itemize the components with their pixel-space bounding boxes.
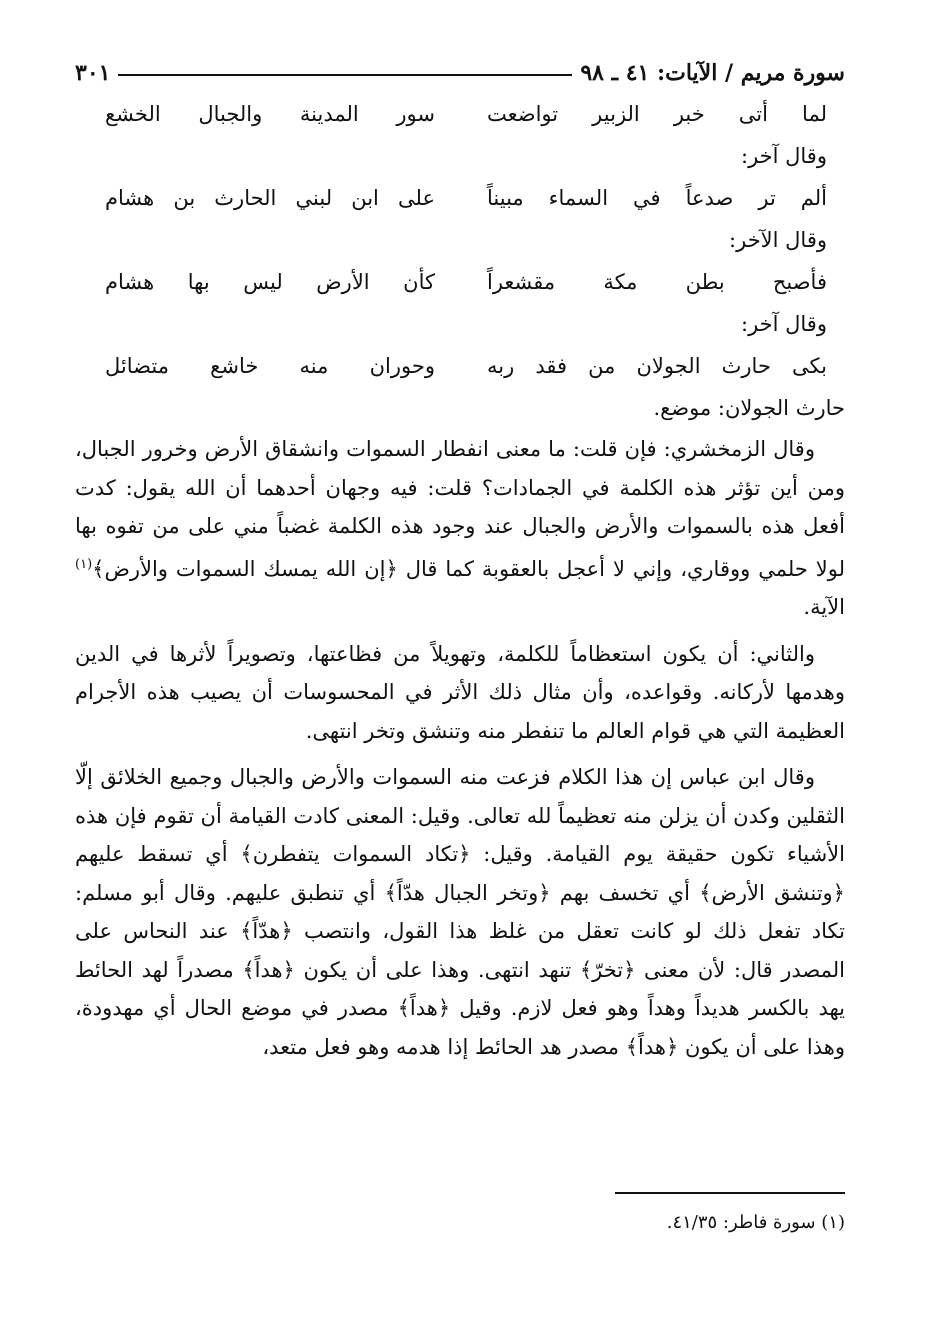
body-paragraph xyxy=(75,430,845,627)
footnote-ref: (١) xyxy=(75,556,93,572)
verse-intro: وقال آخر: xyxy=(741,144,827,168)
verse-hemistich-first: بكى حارث الجولان من فقد ربه xyxy=(487,354,827,378)
verse-hemistich-second: على ابن لبني الحارث بن هشام xyxy=(105,186,435,210)
gloss-line: حارث الجولان: موضع. xyxy=(653,396,845,420)
verse-hemistich-first: فأصبح بطن مكة مقشعراً xyxy=(487,270,827,294)
verse-hemistich-second: سور المدينة والجبال الخشع xyxy=(105,102,435,126)
running-header xyxy=(75,52,845,92)
surah-title: سورة مريم / الآيات: ٤١ ـ ٩٨ xyxy=(572,60,845,86)
body-paragraph: والثاني: أن يكون استعظاماً للكلمة، وتهويلاً من فظاعتها، وتصويراً لأثرها في الدين وهدمها لأركانه. وقواعده، وأن مثال ذلك الأثر في المحسوسات أن يصيب هذه الأجرام العظيمة التي هي قوام العالم ما تنفطر منه وتنشق وتخر انتهى. xyxy=(75,641,845,743)
verse-line xyxy=(75,260,845,304)
verse-line xyxy=(75,344,845,388)
verse-intro: وقال آخر: xyxy=(741,312,827,336)
verse-intro: وقال الآخر: xyxy=(729,228,827,252)
body-paragraph: وقال ابن عباس إن هذا الكلام فزعت منه السموات والأرض والجبال وجميع الخلائق إلّا الثقلين وكدن أن يزلن منه تعظيماً لله تعالى. وقيل: المعنى كادت القيامة أن تقوم فإن هذه الأشياء تكون حقيقة يوم القيامة. وقيل: ﴿تكاد السموات يتفطرن﴾ أي تسقط عليهم ﴿وتنشق الأرض﴾ أي تخسف بهم ﴿وتخر الجبال هدّاً﴾ أي تنطبق عليهم. وقال أبو مسلم: تكاد تفعل ذلك لو كانت تعقل من غلظ هذا القول، وانتصب ﴿هدّاً﴾ عند النحاس على المصدر قال: لأن معنى ﴿تخرّ﴾ تنهد انتهى. وهذا على أن يكون ﴿هداً﴾ مصدراً لهد الحائط يهد بالكسر هديداً وهداً وهو فعل لازم. وقيل ﴿هداً﴾ مصدر في موضع الحال أي مهدودة، وهذا على أن يكون ﴿هداً﴾ مصدر هد الحائط إذا هدمه وهو فعل متعد، xyxy=(75,765,845,1059)
footnote: (١) سورة فاطر: ٤١/٣٥. xyxy=(666,1212,845,1233)
paragraph-text: وقال الزمخشري: فإن قلت: ما معنى انفطار السموات وانشقاق الأرض وخرور الجبال، ومن أين تؤثر هذه الكلمة في الجمادات؟ قلت: فيه وجهان أحدهما أن الله يقول: كدت أفعل هذه بالسموات والأرض والجبال عند وجود هذه الكلمة غضباً مني على من تفوه بها لولا حلمي ووقاري، وإني لا أعجل بالعقوبة كما قال ﴿إن الله يمسك السموات والأرض﴾ xyxy=(75,437,845,581)
poetry-block xyxy=(75,92,845,388)
verse-hemistich-second: كأن الأرض ليس بها هشام xyxy=(105,270,435,294)
book-page xyxy=(75,52,845,1233)
verse-hemistich-second: وحوران منه خاشع متضائل xyxy=(105,354,435,378)
verse-line xyxy=(75,176,845,220)
verse-line xyxy=(75,92,845,136)
footnote-separator xyxy=(615,1192,845,1194)
page-number: ٣٠١ xyxy=(75,60,118,86)
verse-hemistich-first: ألم تر صدعاً في السماء مبيناً xyxy=(487,186,827,210)
verse-hemistich-first: لما أتى خبر الزبير تواضعت xyxy=(487,102,827,126)
paragraph-tail: الآية. xyxy=(803,595,845,619)
